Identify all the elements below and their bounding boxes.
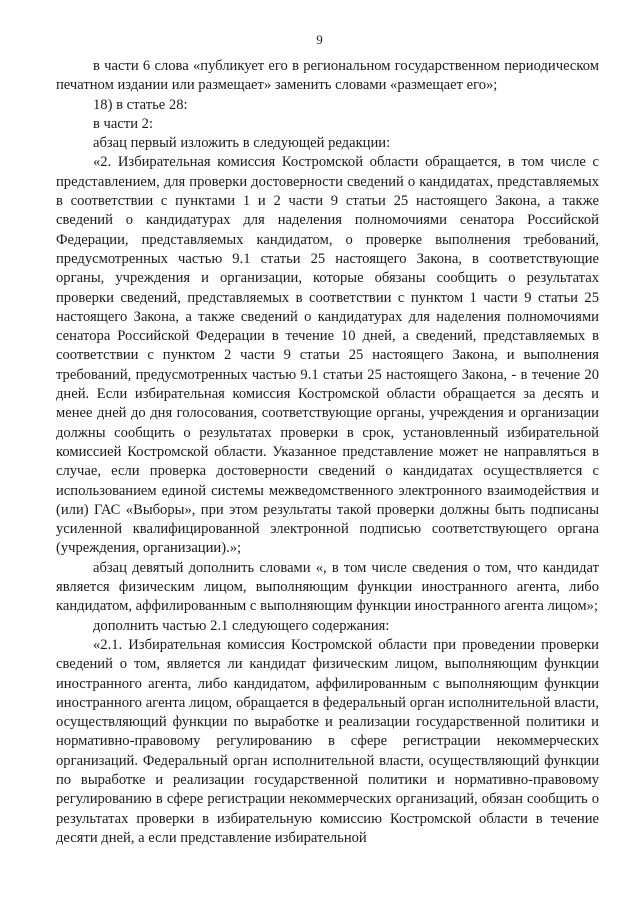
paragraph-part6-amendment: в части 6 слова «публикует его в региональном государственном периодическом печатном издании или размещает» заменить словами «размещает его»; (56, 58, 599, 94)
paragraph-part2-1-instruction: дополнить частью 2.1 следующего содержания: (93, 617, 390, 634)
document-body (56, 57, 599, 848)
paragraph-part2-heading: в части 2: (93, 115, 154, 132)
paragraph-part2-new-text: «2. Избирательная комиссия Костромской области обращается, в том числе с представлением, для проверки достоверности сведений о кандидатах, представляемых в соответствии с пунктами 1 и 2 части 9 статьи 25 настоящего Закона, а также сведений о кандидатурах для наделения полномочиями сенатора Российской Федерации, представляемых кандидатом, о проверке выполнения требований, предусмотренных частью 9.1 статьи 25 настоящего Закона, в соответствующие органы, учреждения и организации, которые обязаны сообщить о результатах проверки сведений, представляемых в соответствии с пунктом 1 части 9 статьи 25 настоящего Закона, а также сведений о кандидатурах для наделения полномочиями сенатора Российской Федерации в течение 10 дней, а сведений, представляемых в соответствии с пунктом 2 части 9 статьи 25 настоящего Закона, и выполнения требований, предусмотренных частью 9.1 статьи 25 настоящего Закона, - в течение 20 дней. Если избирательная комиссия Костромской области обращается за десять и менее дней до дня голосования, соответствующие органы, учреждения и организации должны сообщить о результатах проверки в срок, установленный избирательной комиссией Костромской области. Указанное представление может не направляться в случае, если проверка достоверности сведений о кандидатах осуществляется с использованием единой системы межведомственного электронного взаимодействия и (или) ГАС «Выборы», при этом результаты такой проверки должны быть подписаны усиленной квалифицированной электронной подписью соответствующего органа (учреждения, организации).»; (56, 154, 599, 557)
paragraph-first-abzac-instruction: абзац первый изложить в следующей редакции: (93, 135, 391, 152)
paragraph-part2-1-text: «2.1. Избирательная комиссия Костромской области при проведении проверки сведений о том, является ли кандидат физическим лицом, выполняющим функции иностранного агента, либо кандидатом, аффилированным с выполняющим функции иностранного агента лицом, обращается в федеральный орган исполнительной власти, осуществляющий функции по выработке и реализации государственной политики и нормативно-правовому регулированию в сфере регистрации некоммерческих организаций. Федеральный орган исполнительной власти, осуществляющий функции по выработке и реализации государственной политики и нормативно-правовому регулированию в сфере регистрации некоммерческих организаций, обязан сообщить о результатах проверки в избирательную комиссию Костромской области в течение десяти дней, а если представление избирательной (56, 636, 599, 846)
paragraph-article28-heading: 18) в статье 28: (93, 96, 188, 113)
paragraph-ninth-abzac-addition: абзац девятый дополнить словами «, в том числе сведения о том, что кандидат является физическим лицом, выполняющим функции иностранного агента, либо кандидатом, аффилированным с выполняющим функции иностранного агента лицом»; (56, 559, 599, 615)
page-number: 9 (316, 32, 323, 47)
